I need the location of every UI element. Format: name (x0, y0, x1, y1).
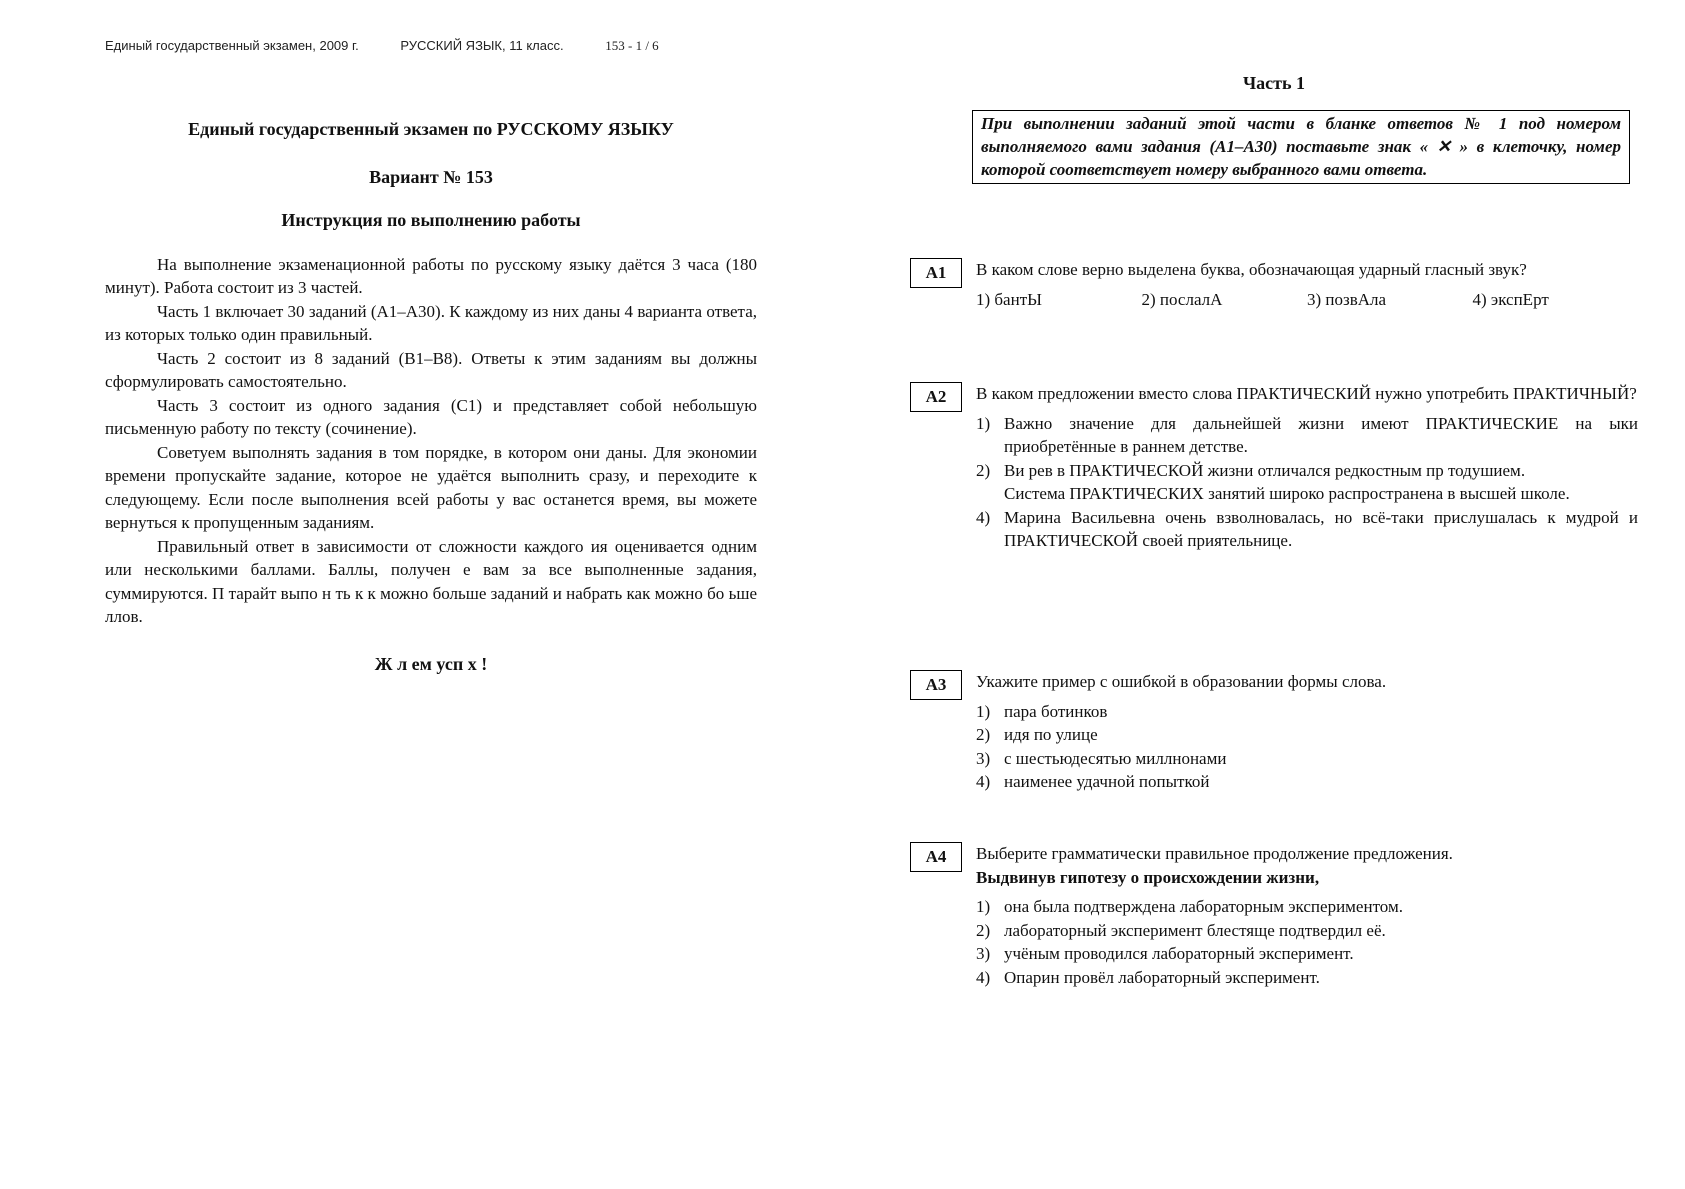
task-number: А4 (910, 842, 962, 872)
answer-option[interactable]: 2) послалА (1141, 289, 1223, 309)
task-question-bold: Выдвинув гипотезу о происхождении жизни, (976, 867, 1320, 887)
option-text: Система ПРАКТИЧЕСКИХ занятий широко распространена в высшей школе. (1004, 484, 1570, 503)
option-text: Ви рев в ПРАКТИЧЕСКОЙ жизни отличался редкостным пр тодушием. (1004, 460, 1526, 480)
task-number: А2 (910, 382, 962, 412)
exam-title: Единый государственный экзамен, 2009 г. (105, 38, 359, 53)
option-number: 2) (976, 725, 991, 744)
part-title: Часть 1 (1242, 73, 1306, 93)
option-text: наименее удачной попыткой (1004, 772, 1210, 791)
task-a4 (910, 842, 1638, 989)
instruction-paragraph: Советуем выполнять задания в том порядке, в котором они даны. Для экономии времени пропускайте задание, которое не удаётся выполнить сразу, и переходите к следующему. Если после выполнения всей работы у вас останется время, вы можете вернуться к пропущенным заданиям. (105, 442, 757, 532)
task-number: А1 (910, 258, 962, 288)
variant-title: Вариант № 153 (369, 166, 493, 187)
answer-option[interactable] (976, 895, 1638, 919)
option-number: 4) (976, 507, 991, 527)
answer-options (976, 412, 1638, 553)
subject-label: РУССКИЙ ЯЗЫК, 11 класс. (400, 38, 564, 53)
answer-option[interactable] (976, 966, 1638, 990)
option-text: лабораторный эксперимент блестяще подтвердил её. (1004, 920, 1386, 940)
option-number: 1) (976, 413, 991, 433)
option-text: Марина Васильевна очень взволновалась, но всё-таки прислушалась к мудрой и ПРАКТИЧЕСКОЙ своей приятельнице. (1004, 507, 1638, 550)
answer-options (976, 288, 1638, 312)
answer-option[interactable]: 3) позвАла (1307, 289, 1387, 309)
answer-options (976, 895, 1638, 989)
task-question: В каком предложении вместо слова ПРАКТИЧЕСКИЙ нужно употребить ПРАКТИЧНЫЙ? (976, 384, 1637, 403)
option-text: с шестьюдесятью миллнонами (1004, 748, 1227, 768)
option-number: 3) (976, 748, 991, 768)
instructions-column (105, 118, 757, 676)
task-question: Укажите пример с ошибкой в образовании формы слова. (976, 672, 1387, 691)
task-number: А3 (910, 670, 962, 700)
instruction-paragraph: Часть 2 состоит из 8 заданий (В1–В8). Ответы к этим заданиям вы должны сформулировать самостоятельно. (105, 348, 757, 391)
page-header (105, 38, 697, 54)
instruction-paragraph: Часть 3 состоит из одного задания (С1) и представляет собой небольшую письменную работу по тексту (сочинение). (105, 395, 757, 438)
exam-main-title: Единый государственный экзамен по РУССКОМУ ЯЗЫКУ (188, 119, 674, 139)
task-question: Выберите грамматически правильное продолжение предложения. (976, 844, 1453, 863)
task-a1 (910, 258, 1638, 311)
instruction-paragraph: На выполнение экзаменационной работы по русскому языку даётся 3 часа (180 минут). Работа состоит из 3 частей. (105, 254, 757, 297)
part-instruction-box: При выполнении заданий этой части в бланке ответов № 1 под номером выполняемого вами задания (А1–А30) поставьте знак « ✕ » в клеточку, номер которой соответствует номеру выбранного вами ответа. (972, 110, 1630, 184)
option-text: она была подтверждена лабораторным экспериментом. (1004, 897, 1403, 916)
option-text: идя по улице (1004, 725, 1098, 744)
option-number: 1) (976, 897, 991, 916)
task-a2 (910, 382, 1638, 553)
instruction-paragraph: Правильный ответ в зависимости от сложности каждого ия оценивается одним или несколькими баллами. Баллы, получен е вам за все выполненные задания, суммируются. П тарайт выпо н ть к к можно больше заданий и набрать как можно бо ьше ллов. (105, 536, 757, 626)
option-text: учёным проводился лабораторный эксперимент. (1004, 944, 1354, 963)
part1-column (910, 72, 1638, 987)
answer-option[interactable]: 4) экспЕрт (1472, 289, 1549, 309)
option-number (976, 482, 1004, 506)
option-text: Важно значение для дальнейшей жизни имеют ПРАКТИЧЕСКИЕ на ыки приобретённые в раннем детстве. (1004, 413, 1638, 456)
answer-option[interactable] (976, 747, 1638, 771)
option-text: пара ботинков (1004, 701, 1108, 721)
task-a3 (910, 670, 1638, 794)
answer-option[interactable] (976, 700, 1638, 724)
option-number: 4) (976, 772, 991, 791)
task-question: В каком слове верно выделена буква, обозначающая ударный гласный звук? (976, 260, 1527, 279)
option-number: 4) (976, 967, 991, 987)
good-luck-text: Ж л ем усп х ! (374, 653, 488, 674)
option-number: 2) (976, 460, 991, 480)
option-number: 2) (976, 920, 991, 940)
answer-option[interactable] (976, 942, 1638, 966)
answer-option[interactable] (976, 412, 1638, 459)
answer-option[interactable] (976, 723, 1638, 747)
page-number: 153 - 1 / 6 (605, 38, 659, 53)
option-text: Опарин провёл лабораторный эксперимент. (1004, 967, 1320, 987)
answer-option[interactable] (976, 770, 1638, 794)
answer-options (976, 700, 1638, 794)
option-number: 1) (976, 701, 991, 721)
answer-option[interactable] (976, 482, 1638, 506)
answer-option[interactable] (976, 919, 1638, 943)
option-number: 3) (976, 944, 991, 963)
answer-option[interactable] (976, 459, 1638, 483)
instruction-paragraph: Часть 1 включает 30 заданий (А1–А30). К каждому из них даны 4 варианта ответа, из которых только один правильный. (105, 301, 757, 344)
instruction-title: Инструкция по выполнению работы (281, 210, 581, 230)
answer-option[interactable] (976, 506, 1638, 553)
answer-option[interactable]: 1) бантЫ (976, 289, 1042, 309)
